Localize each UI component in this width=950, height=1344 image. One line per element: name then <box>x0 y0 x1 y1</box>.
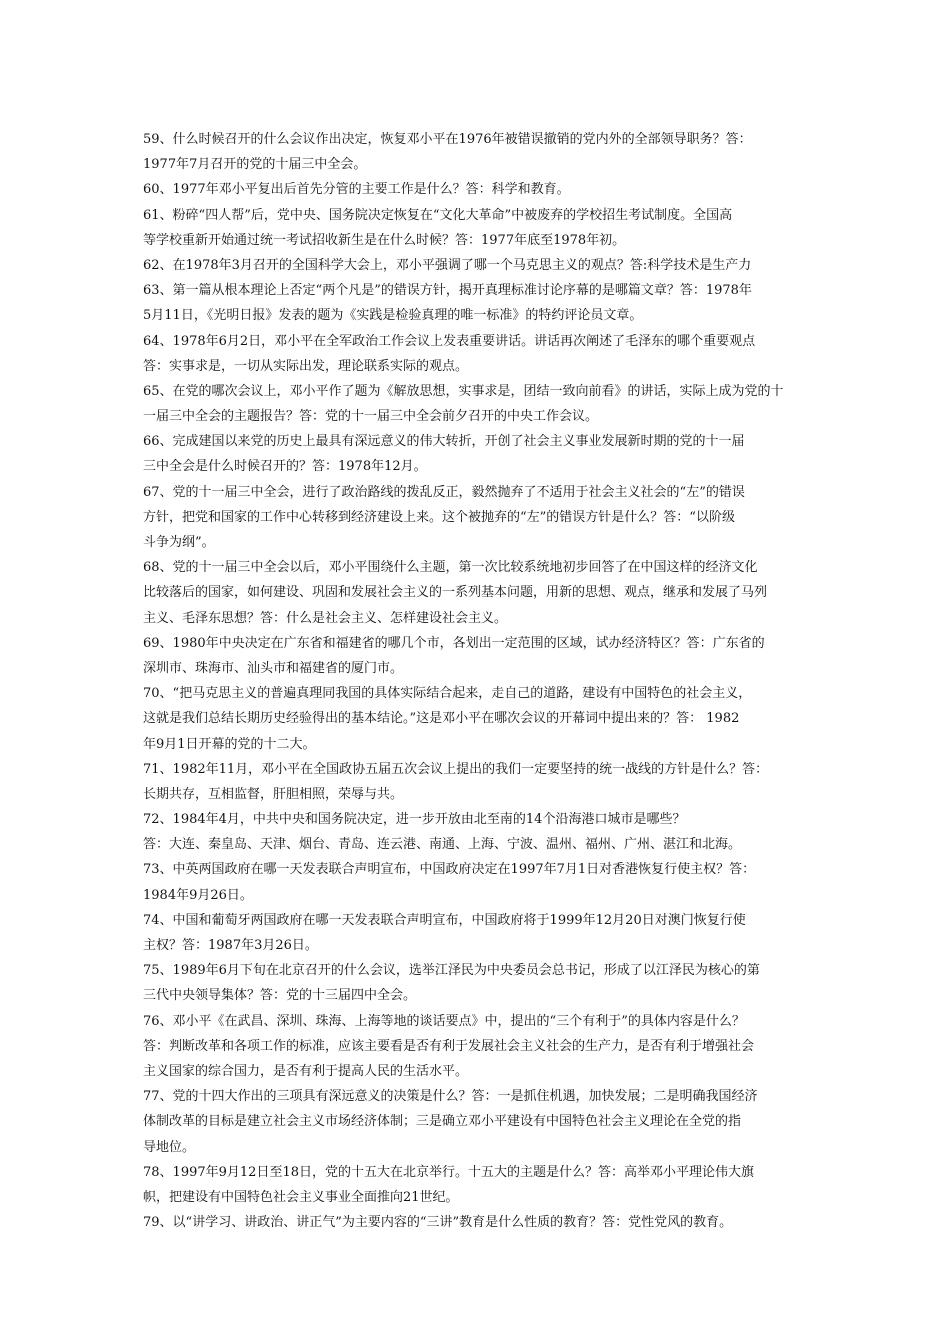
text-line: 65、在党的哪次会议上，邓小平作了题为《解放思想，实事求是，团结一致向前看》的讲话，实际上成为党的十 <box>143 383 784 399</box>
text-line: 1977年7月召开的党的十届三中全会。 <box>143 157 367 173</box>
text-line: 76、邓小平《在武昌、深圳、珠海、上海等地的谈话要点》中，提出的“三个有利于”的具体内容是什么？ <box>143 1013 745 1029</box>
text-line: 75、1989年6月下旬在北京召开的什么会议，选举江泽民为中央委员会总书记，形成了以江泽民为核心的第 <box>143 963 760 979</box>
text-line: 主权？答：1987年3月26日。 <box>143 938 318 953</box>
text-line: 1984年9月26日。 <box>143 887 253 903</box>
text-line: 体制改革的目标是建立社会主义市场经济体制；三是确立邓小平建设有中国特色社会主义理论在全党的指 <box>143 1114 742 1130</box>
text-line: 69、1980年中央决定在广东省和福建省的哪几个市，各划出一定范围的区域，试办经济特区？答：广东省的 <box>143 635 765 651</box>
text-line: 79、以“讲学习、讲政治、讲正气”为主要内容的“三讲”教育是什么性质的教育？答：党性党风的教育。 <box>143 1215 733 1231</box>
text-line: 答：判断改革和各项工作的标准，应该主要看是否有利于发展社会主义社会的生产力，是否有利于增强社会 <box>143 1038 755 1054</box>
text-line: 三代中央领导集体？答：党的十三届四中全会。 <box>143 988 417 1004</box>
text-line: 等学校重新开始通过统一考试招收新生是在什么时候？答：1977年底至1978年初。 <box>143 232 626 248</box>
text-line: 71、1982年11月，邓小平在全国政协五届五次会议上提出的我们一定要坚持的统一战线的方针是什么？答： <box>143 761 769 777</box>
text-line: 导地位。 <box>143 1139 196 1155</box>
text-line: 68、党的十一届三中全会以后，邓小平围绕什么主题，第一次比较系统地初步回答了在中国这样的经济文化 <box>143 560 758 576</box>
text-line: 比较落后的国家，如何建设、巩固和发展社会主义的一系列基本问题，用新的思想、观点，继承和发展了马列 <box>143 585 768 601</box>
text-line: 77、党的十四大作出的三项具有深远意义的决策是什么？答：一是抓住机遇，加快发展；二是明确我国经济 <box>143 1089 758 1105</box>
text-line: 78、1997年9月12日至18日，党的十五大在北京举行。十五大的主题是什么？答：高举邓小平理论伟大旗 <box>143 1164 754 1180</box>
text-line: 61、粉碎“四人帮”后，党中央、国务院决定恢复在“文化大革命”中被废弃的学校招生考试制度。全国高 <box>143 207 733 223</box>
text-line: 73、中英两国政府在哪一天发表联合声明宣布，中国政府决定在1997年7月1日对香港恢复行使主权？答： <box>143 862 756 878</box>
text-line: 5月11日，《光明日报》发表的题为《实践是检验真理的唯一标准》的特约评论员文章。 <box>143 308 643 324</box>
text-line: 方针，把党和国家的工作中心转移到经济建设上来。这个被抛弃的“左”的错误方针是什么？答：“以阶级 <box>143 509 735 525</box>
text-line: 64、1978年6月2日，邓小平在全军政治工作会议上发表重要讲话。讲话再次阐述了毛泽东的哪个重要观点 <box>143 333 756 349</box>
text-line: 答：实事求是，一切从实际出发，理论联系实际的观点。 <box>143 358 469 374</box>
text-line: 72、1984年4月，中共中央和国务院决定，进一步开放由北至南的14个沿海港口城市是哪些？ <box>143 812 686 828</box>
text-line: 66、完成建国以来党的历史上最具有深远意义的伟大转折，开创了社会主义事业发展新时期的党的十一届 <box>143 434 745 450</box>
text-line: 斗争为纲”。 <box>143 535 215 550</box>
text-line: 帜，把建设有中国特色社会主义事业全面推向21世纪。 <box>143 1189 459 1205</box>
text-line: 74、中国和葡萄牙两国政府在哪一天发表联合声明宣布，中国政府将于1999年12月20日对澳门恢复行使 <box>143 912 746 928</box>
text-line: 长期共存，互相监督，肝胆相照，荣辱与共。 <box>143 786 404 802</box>
text-line: 答：大连、秦皇岛、天津、烟台、青岛、连云港、南通、上海、宁波、温州、福州、广州、湛江和北海。 <box>143 837 742 853</box>
text-line: 这就是我们总结长期历史经验得出的基本结论。”这是邓小平在哪次会议的开幕词中提出来的？答： 1982 <box>143 711 740 727</box>
document-page <box>143 127 811 1235</box>
text-line: 三中全会是什么时候召开的？答：1978年12月。 <box>143 459 427 475</box>
text-line: 62、在1978年3月召开的全国科学大会上，邓小平强调了哪一个马克思主义的观点？答:科学技术是生产力 <box>143 257 752 273</box>
text-line: 深圳市、珠海市、汕头市和福建省的厦门市。 <box>143 660 404 676</box>
text-line: 70、“把马克思主义的普遍真理同我国的具体实际结合起来，走自己的道路，建设有中国特色的社会主义， <box>143 686 752 702</box>
text-line: 67、党的十一届三中全会，进行了政治路线的拨乱反正，毅然抛弃了不适用于社会主义社会的“左”的错误 <box>143 484 745 500</box>
text-line: 59、什么时候召开的什么会议作出决定，恢复邓小平在1976年被错误撤销的党内外的全部领导职务？答： <box>143 132 752 147</box>
text-line: 63、第一篇从根本理论上否定“两个凡是”的错误方针，揭开真理标准讨论序幕的是哪篇文章？答：1978年 <box>143 283 752 299</box>
text-line: 年9月1日开幕的党的十二大。 <box>143 736 316 752</box>
text-line: 主义国家的综合国力，是否有利于提高人民的生活水平。 <box>143 1063 469 1079</box>
text-line: 主义、毛泽东思想？答：什么是社会主义、怎样建设社会主义。 <box>143 610 508 626</box>
text-line: 一届三中全会的主题报告？答：党的十一届三中全会前夕召开的中央工作会议。 <box>143 409 599 425</box>
text-line: 60、1977年邓小平复出后首先分管的主要工作是什么？答：科学和教育。 <box>143 182 570 198</box>
